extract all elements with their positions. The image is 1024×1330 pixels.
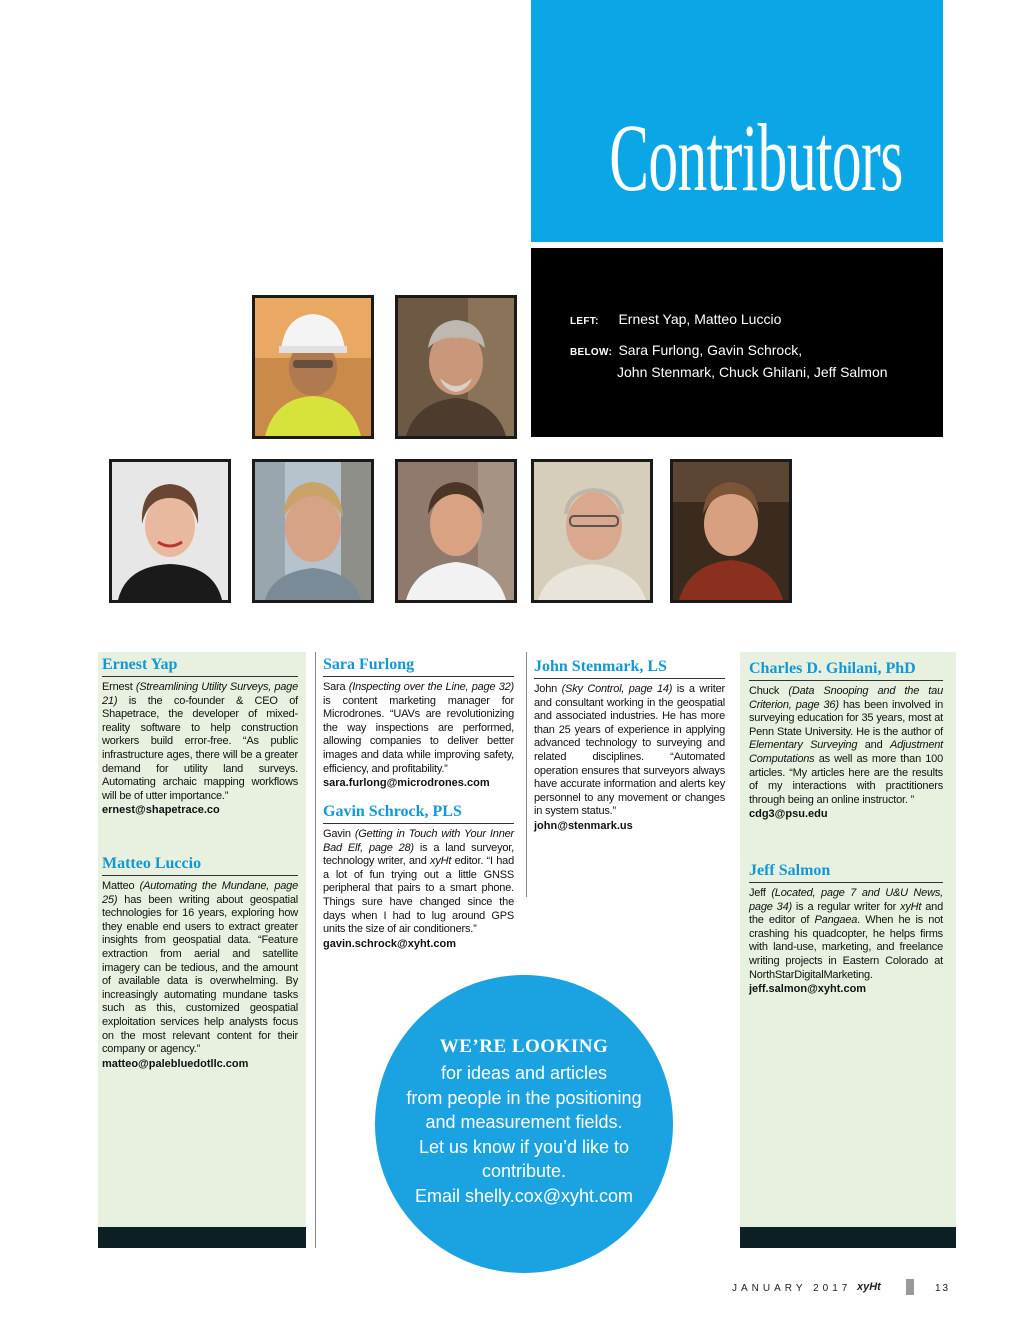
caption-left-value: Ernest Yap, Matteo Luccio bbox=[618, 311, 782, 327]
callout-email[interactable]: Email shelly.cox@xyht.com bbox=[415, 1185, 633, 1206]
caption-left bbox=[570, 311, 781, 329]
contributor-name: Sara Furlong bbox=[323, 656, 514, 677]
contributor-name: Charles D. Ghilani, PhD bbox=[749, 660, 943, 681]
contributor-bio: Matteo (Automating the Mundane, page 25) has been writing about geospatial technologies for 16 years, exploring how they enable end users to extract greater insights from geospatial data. “Feature extraction from aerial and satellite imagery can be tedious, and the amount of available data is overwhelming. By increasingly automating mundane tasks such as this, customized geospatial exploitation services help analysts focus on the most relevant content for their company or agency.” bbox=[102, 880, 298, 1056]
column-divider-2 bbox=[526, 652, 527, 897]
callout-body: for ideas and articles from people in the positioning and measurement fields. Let us know if you’d like to contribute. Email shelly.cox@xyht.com bbox=[395, 1061, 653, 1208]
contributor-bio: Gavin (Getting in Touch with Your Inner Bad Elf, page 28) is a land surveyor, technology writer, and xyHt editor. “I had a lot of fun trying out a little GNSS peripheral that pairs to a smart phone. Things sure have changed since the days when I had to lug around GPS units the size of air conditioners.” bbox=[323, 828, 515, 936]
contributor-email[interactable]: ernest@shapetrace.co bbox=[102, 804, 220, 817]
page-title: Contributors bbox=[609, 104, 903, 211]
gavin-schrock-photo bbox=[252, 459, 374, 603]
contributor-name: Gavin Schrock, PLS bbox=[323, 803, 514, 824]
caption-below-key: BELOW: bbox=[570, 347, 613, 358]
contributor-bio: John (Sky Control, page 14) is a writer and consultant working in the geospatial and associated industries. He has more than 25 years of experience in applying advanced technology to surveying and related disciplines. “Automated operation ensures that surveyors always have accurate information and alerts key personnel to any movement or changes in system status.” bbox=[534, 683, 725, 818]
contributor-email[interactable]: matteo@palebluedotllc.com bbox=[102, 1057, 249, 1070]
footer-date: JANUARY 2017 bbox=[732, 1283, 852, 1294]
contributor-email[interactable]: cdg3@psu.edu bbox=[749, 808, 828, 821]
title-banner bbox=[531, 0, 943, 242]
column-left-bar bbox=[98, 1227, 306, 1248]
contributor-charles-ghilani bbox=[749, 660, 943, 821]
contributor-bio: Jeff (Located, page 7 and U&U News, page 34) is a regular writer for xyHt and the editor of Pangaea. When he is not crashing his quadcopter, he helps firms with land-use, marketing, and freelance writing projects in Eastern Colorado at NorthStarDigitalMarketing. bbox=[749, 887, 943, 981]
caption-left-key: LEFT: bbox=[570, 316, 599, 327]
contributor-jeff-salmon bbox=[749, 862, 943, 996]
contributor-ernest-yap bbox=[102, 656, 298, 817]
ernest-yap-photo bbox=[252, 295, 374, 439]
column-divider-1 bbox=[315, 652, 316, 1248]
sara-furlong-photo bbox=[109, 459, 231, 603]
jeff-salmon-photo bbox=[670, 459, 792, 603]
page-number: 13 bbox=[935, 1283, 951, 1294]
contributor-bio: Sara (Inspecting over the Line, page 32) is content marketing manager for Microdrones. “UAVs are revolutionizing the way inspections are performed, allowing companies to deliver better images and data while improving safety, efficiency, and profitability.” bbox=[323, 681, 514, 775]
footer-brand: xyHt bbox=[857, 1281, 881, 1293]
contributor-bio: Ernest (Streamlining Utility Surveys, page 21) is the co-founder & CEO of Shapetrace, the developer of mixed-reality software to help construction workers build error-free. “As public infrastructure ages, there will be a greater demand for utility land surveys. Automating archaic mapping workflows will be of utter importance.” bbox=[102, 681, 298, 802]
caption-below bbox=[570, 342, 802, 360]
contributor-name: Jeff Salmon bbox=[749, 862, 943, 883]
contributor-email[interactable]: john@stenmark.us bbox=[534, 819, 633, 832]
contributor-email[interactable]: jeff.salmon@xyht.com bbox=[749, 983, 867, 996]
contributor-john-stenmark bbox=[534, 658, 725, 833]
contributor-gavin-schrock bbox=[323, 803, 514, 951]
photo-caption-box bbox=[531, 248, 943, 437]
contributor-name: Matteo Luccio bbox=[102, 855, 298, 876]
matteo-luccio-photo bbox=[395, 295, 517, 439]
footer-tab bbox=[906, 1279, 914, 1295]
contributor-name: John Stenmark, LS bbox=[534, 658, 725, 679]
contributor-name: Ernest Yap bbox=[102, 656, 298, 677]
column-right-bar bbox=[740, 1227, 956, 1248]
chuck-ghilani-photo bbox=[531, 459, 653, 603]
contributor-matteo-luccio bbox=[102, 855, 298, 1071]
caption-below-value-2: John Stenmark, Chuck Ghilani, Jeff Salmon bbox=[617, 364, 888, 380]
caption-below-2 bbox=[617, 364, 888, 382]
callout-heading: WE’RE LOOKING bbox=[439, 1036, 609, 1057]
caption-below-value-1: Sara Furlong, Gavin Schrock, bbox=[618, 342, 803, 358]
contributor-email[interactable]: sara.furlong@microdrones.com bbox=[323, 777, 490, 790]
call-for-contributors bbox=[375, 975, 673, 1273]
contributor-sara-furlong bbox=[323, 656, 514, 790]
john-stenmark-photo bbox=[395, 459, 517, 603]
contributor-bio: Chuck (Data Snooping and the tau Criterion, page 36) has been involved in surveying education for 35 years, most at Penn State University. He is the author of Elementary Surveying and Adjustment Computations as well as more than 100 articles. “My articles here are the results of my interactions with practitioners through being an online instructor. ” bbox=[749, 685, 944, 806]
contributor-email[interactable]: gavin.schrock@xyht.com bbox=[323, 937, 456, 950]
